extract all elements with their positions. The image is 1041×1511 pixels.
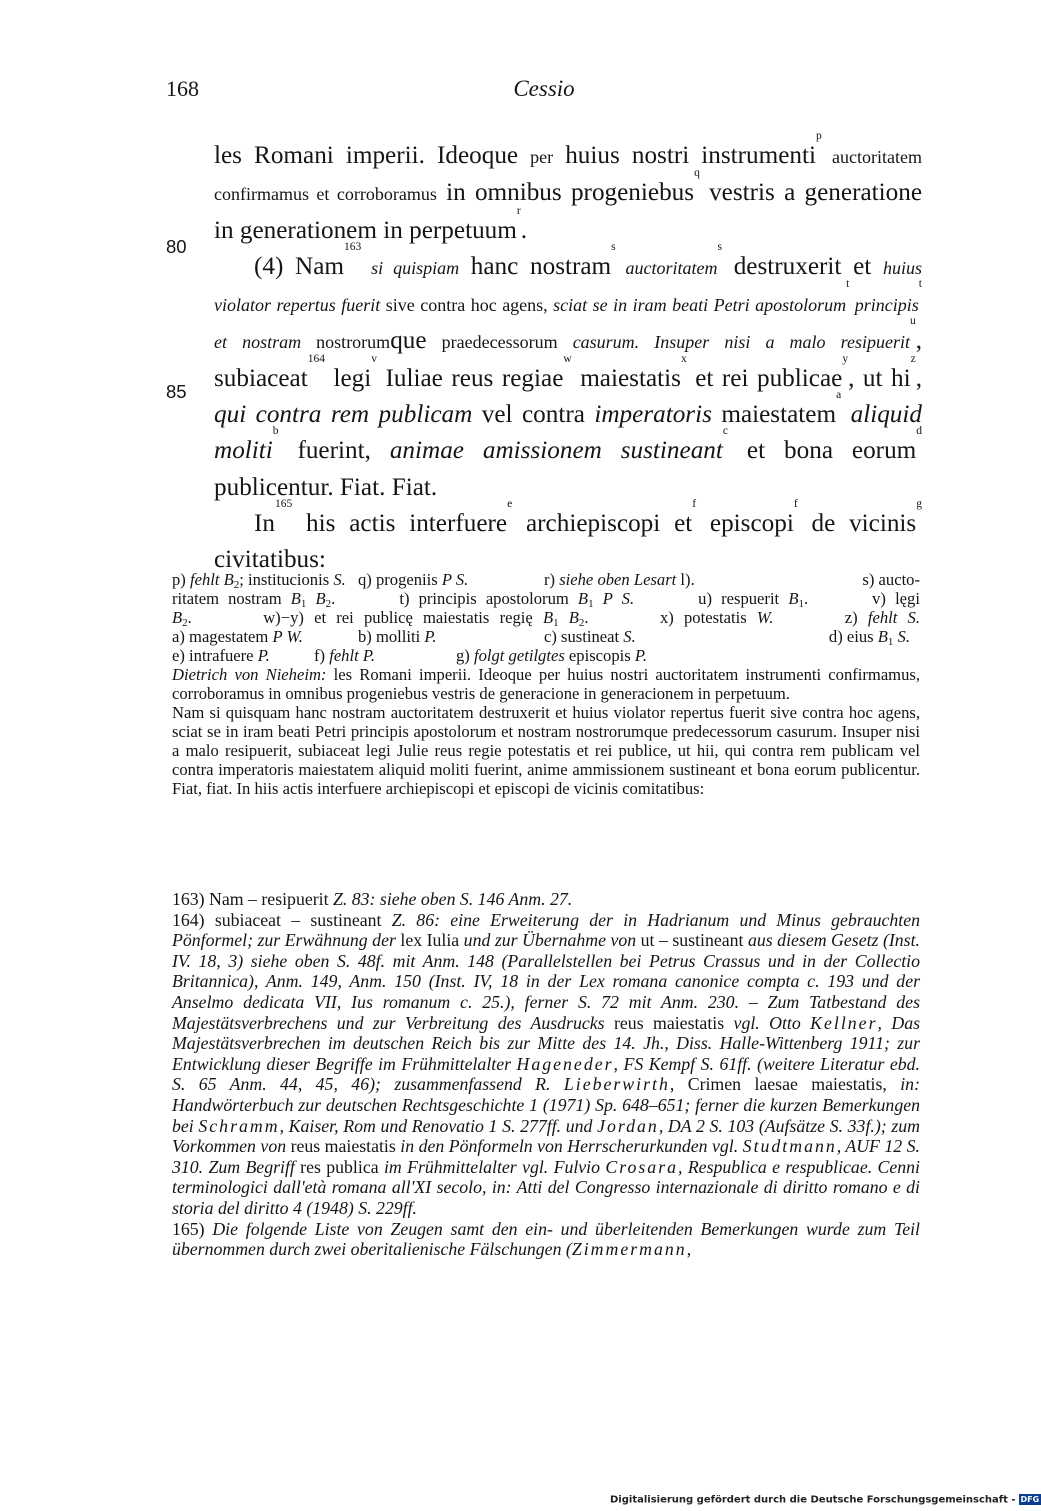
dietrich-von-nieheim-text: Dietrich von Nieheim: les Romani imperii. Ideoque per huius nostri auctoritatem instrumenti confirmamus, corroboramus in omnibus progeniebus vestris de generacione in generacionem in perpetuum. <box>172 665 920 703</box>
variant-p: p) fehlt $B_2$; institucionis S. <box>172 570 346 591</box>
source-label: Dietrich von Nieheim: <box>172 665 327 684</box>
edition-paragraph-2: (4) Nam$^{163}$ si quispiam hanc nostram$^s$ auctoritatem$^s$ destruxerit et huius violator repertus fuerit sive contra hoc agens, sciat se in iram beati Petri apostolorum$^t$ principis$^t$ et nostram nostrorumque praedecessorum casurum. Insuper nisi a malo resipuerit$^u$, subiaceat$^{164}$ legi$^v$ Iuliae reus regiae$^w$ maiestatis$^x$ et rei publicae$^y$, ut $hi^z$, qui contra rem publicam vel contra imperatoris maiestatem$^a$ aliquid moliti$^b$ fuerint, animae amissionem sustineant$^c$ et bona eorum$^d$ publicentur. Fiat. Fiat. <box>214 240 923 501</box>
footnote-ref: 165 <box>274 497 293 510</box>
footnote-165: 165) Die folgende Liste von Zeugen samt den ein- und überleitenden Bemerkungen wurde zum Teil übernommen durch zwei oberitalienische Fälschungen (Zimmermann, <box>172 1218 920 1260</box>
edition-paragraph-3: In$^{165}$ his actis interfuere$^e$ archiepiscopi $et^f$ episcopi$^f$ de vicinis$^g$ civitatibus: <box>214 497 922 574</box>
variant-mark: p <box>816 130 822 142</box>
footnote-ref: 163 <box>344 240 362 253</box>
variant-u: u) respuerit $B_1$. <box>698 589 809 610</box>
variant-c: c) sustineat S. <box>544 627 636 646</box>
footnotes <box>172 889 920 1260</box>
variant-mark: q <box>694 167 700 180</box>
apparatus-row: $B_2$. w)−y) et rei publicę maiestatis regię $B_1$ $B_2$. x) potestatis W. z) fehlt S. <box>172 608 920 629</box>
variant-z: z) fehlt S. <box>844 608 920 627</box>
footnote-ref: 164 <box>307 352 325 365</box>
variant-r: r) siehe oben Lesart l). <box>544 570 695 589</box>
variant-q: q) progeniis P S. <box>358 570 469 589</box>
page-number: 168 <box>166 76 199 101</box>
line-number-85: 85 <box>166 381 187 402</box>
apparatus-row <box>172 570 920 589</box>
variant-d: d) eius $B_1$ S. <box>828 627 910 648</box>
footnote-163: 163) Nam – resipuerit Z. 83: siehe oben S. 146 Anm. 27. <box>172 889 573 909</box>
apparatus-row <box>172 646 920 665</box>
dfg-logo-icon: DFG <box>1020 1495 1040 1504</box>
dietrich-von-nieheim-text-2: Nam si quisquam hanc nostram auctoritatem destruxerit et huius violator repertus fuerit sive contra hoc agens, sciat se in iram beati Petri principis apostolorum et nostram nostrorumque predecessorum casurum. Insuper nisi a malo resipuerit, subiaceat legi Julie reus regie potestatis et rei publice, ut hii, qui contra rem publicam vel contra imperatoris maiestatem aliquid moliti fuerint, anime ammissionem sustineant et bona eorum publicentur. Fiat, fiat. In hiis actis interfuere archiepiscopi et episcopi de vicinis comitatibus: <box>172 703 920 798</box>
variant-w-y: w)−y) et rei publicę maiestatis regię $B_1$ $B_2$. <box>263 608 589 629</box>
variant-t: t) principis apostolorum $B_1$ P S. <box>399 589 635 610</box>
line-number-80: 80 <box>166 236 187 257</box>
variant-e: e) intrafuere P. <box>172 646 270 665</box>
page-header <box>166 76 922 110</box>
variant-g: g) folgt getilgtes episcopis P. <box>456 646 647 665</box>
apparatus-row <box>172 627 920 646</box>
edition-text <box>214 130 923 579</box>
variant-f: f) fehlt P. <box>314 646 375 665</box>
variant-a: a) magestatem P W. <box>172 627 303 646</box>
critical-apparatus <box>172 570 920 798</box>
variant-mark: r <box>516 204 521 217</box>
edition-paragraph-1: les Romani imperii. Ideoque per huius nostri instrumenti$^p$ auctoritatem confirmamus et corroboramus in omnibus progeniebus$^q$ vestris a generatione in generationem in perpetuum$^r$. <box>214 130 922 244</box>
variant-s: s) aucto- <box>862 570 920 589</box>
variant-v: v) lęgi <box>872 589 920 608</box>
variant-x: x) potestatis W. <box>659 608 774 627</box>
digitization-credit: Digitalisierung gefördert durch die Deutsche Forschungsgemeinschaft - DFG <box>610 1494 1040 1506</box>
running-title: Cessio <box>513 76 575 101</box>
footnote-164: 164) subiaceat – sustineant Z. 86: eine Erweiterung der in Hadrianum und Minus gebrauchten Pönformel; zur Erwähnung der lex Iulia und zur Übernahme von ut – sustineant aus diesem Gesetz (Inst. IV. 18, 3) siehe oben S. 48f. mit Anm. 148 (Parallelstellen bei Petrus Crassus und in der Collectio Britannica), Anm. 149, Anm. 150 (Inst. IV, 18 in der Lex romana canonice compta c. 193 und der Anselmo dedicata VII, Ius romanum c. 25.), ferner S. 72 mit Anm. 230. – Zum Tatbestand des Majestätsverbrechens und zur Verbreitung des Ausdrucks reus maiestatis vgl. Otto Kellner, Das Majestätsverbrechen im deutschen Reich bis zur Mitte des 14. Jh., Diss. Halle-Wittenberg 1911; zur Entwicklung dieser Begriffe im Frühmittelalter Hageneder, FS Kempf S. 61ff. (weitere Literatur ebd. S. 65 Anm. 44, 45, 46); zusammenfassend R. Lieberwirth, Crimen laesae maiestatis, in: Handwörterbuch zur deutschen Rechtsgeschichte 1 (1971) Sp. 648–651; ferner die kurzen Bemerkungen bei Schramm, Kaiser, Rom und Renovatio 1 S. 277ff. und Jordan, DA 2 S. 103 (Aufsätze S. 33f.); zum Vorkommen von reus maiestatis in den Pönformeln von Herrscherurkunden vgl. Studtmann, AUF 12 S. 310. Zum Begriff res publica im Frühmittelalter vgl. Fulvio Crosara, Respublica e respublicae. Cenni terminologici dall'età romana all'XI secolo, in: Atti del Congresso internazionale di diritto romano e di storia del diritto 4 (1948) S. 229ff. <box>172 909 921 1218</box>
variant-b: b) molliti P. <box>358 627 437 646</box>
apparatus-row: ritatem nostram $B_1$ $B_2$. t) principis apostolorum $B_1$ P S. u) respuerit $B_1$. v) lęgi <box>172 589 920 610</box>
